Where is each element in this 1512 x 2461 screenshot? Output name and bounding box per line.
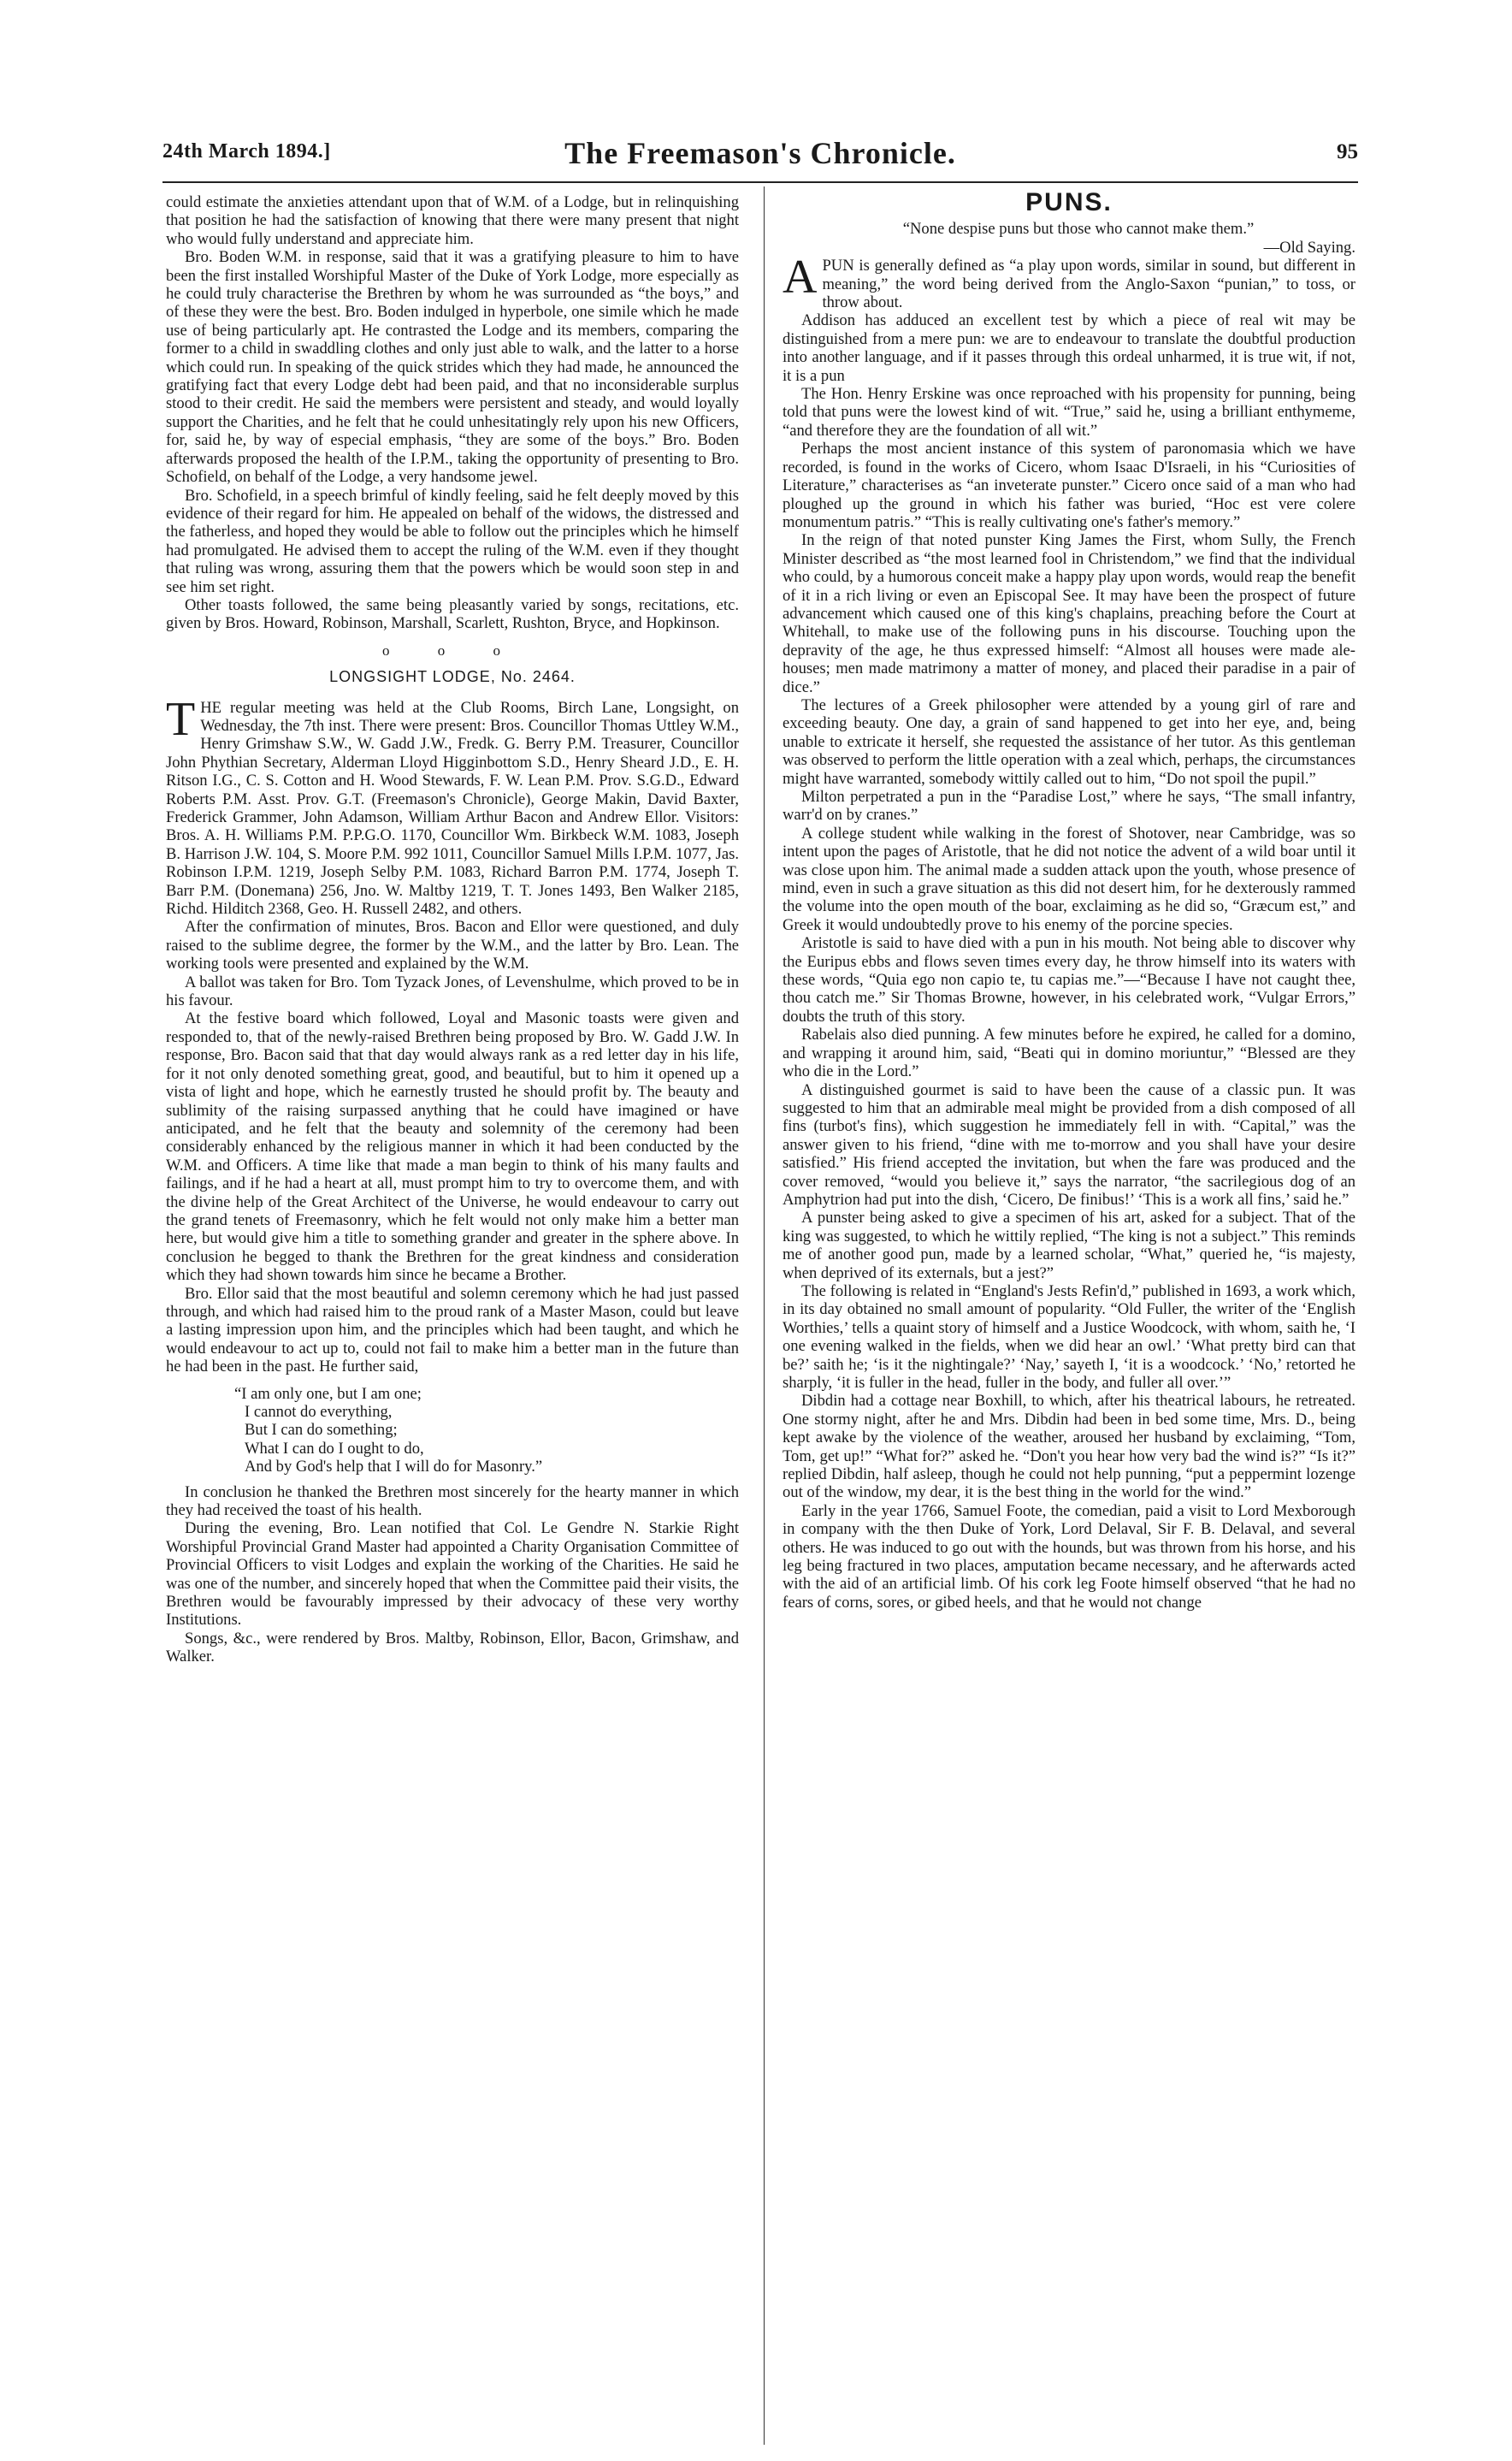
paragraph: At the festive board which followed, Loyal and Masonic toasts were given and responded to, that of the newly-raised Brethren being proposed by Bro. W. Gadd J.W. In response, Bro. Bacon said that that day would always rank as a red letter day in his life, for it not only denoted something great, good, and beautiful, but to him it opened up a vista of light and hope, which he earnestly trusted he should profit by. The beauty and sublimity of the raising surpassed anything that he could have imagined or have anticipated, and he felt that the beauty and solemnity of the ceremony had been considerably enhanced by the religious manner in which it had been conducted by the W.M. and Officers. A time like that made a man begin to think of his many faults and failings, and if he had a heart at all, must prompt him to try to overcome them, and with the divine help of the Great Architect of the Universe, he would endeavour to carry out the grand tenets of Freemasonry, which he felt would not only make him a better man here, but would give him a title to something grander and greater in the sphere above. In conclusion he begged to thank the Brethren for the great kindness and consideration which they had shown towards him since he became a Brother. xyxy=(166,1009,739,1285)
paragraph: Bro. Boden W.M. in response, said that it was a gratifying pleasure to him to have been the first installed Worshipful Master of the Duke of York Lodge, more especially as he could truly characterise the Brethren by whom he was surrounded as “the boys,” and of these they were the best. Bro. Boden indulged in hyperbole, one simile which he made use of being particularly apt. He contrasted the Lodge and its members, comparing the former to a child in swaddling clothes and only just able to walk, and the latter to a horse which could run. In speaking of the quick strides which they had made, he announced the gratifying fact that every Lodge debt had been paid, and that no inconsiderable surplus stood to their credit. He said the members were persistent and steady, and would loyally support the Charities, and he felt that he could unhesitatingly rely upon his new Officers, for, said he, by way of especial emphasis, “they are some of the boys.” Bro. Boden afterwards proposed the health of the I.P.M., taking the opportunity of presenting to Bro. Schofield, on behalf of the Lodge, a very handsome jewel. xyxy=(166,248,739,487)
poem xyxy=(234,1385,739,1476)
poem-line: What I can do I ought to do, xyxy=(245,1439,424,1458)
header-rule xyxy=(162,181,1358,183)
masthead xyxy=(162,135,1358,169)
poem-line: But I can do something; xyxy=(245,1421,398,1440)
poem-line: And by God's help that I will do for Masonry.” xyxy=(245,1458,543,1476)
puns-heading: PUNS. xyxy=(1025,188,1113,216)
paragraph: Dibdin had a cottage near Boxhill, to which, after his theatrical labours, he retreated. One stormy night, after he and Mrs. Dibdin had been in bed some time, Mrs. D., being kept awake by the violence of the weather, aroused her husband by exclaiming, “Tom, Tom, get up!” “What for?” asked he. “Don't you hear how very bad the wind is?” “Is it?” replied Dibdin, half asleep, though he could not help punning, “put a peppermint lozenge out of the window, my dear, it is the best thing in the world for the wind.” xyxy=(783,1392,1355,1502)
paragraph: In the reign of that noted punster King James the First, whom Sully, the French Minister described as “the most learned fool in Christendom,” we find that the individual who could, by a humorous conceit make a happy play upon words, would reap the benefit of it in a rich living or even an Episcopal See. It may have been the prospect of future advancement which caused one of this king's chaplains, preaching before the Court at Whitehall, to make use of the following puns in his discourse. Touching upon the depravity of the age, he thus expressed himself: “Almost all houses were made ale-houses; men made matrimony a matter of money, and placed their paradise in a pair of dice.” xyxy=(783,531,1355,696)
paragraph: A ballot was taken for Bro. Tom Tyzack Jones, of Levenshulme, which proved to be in his favour. xyxy=(166,973,739,1010)
paragraph: Rabelais also died punning. A few minutes before he expired, he called for a domino, and wrapping it around him, said, “Beati qui in domino moriuntur,” “Blessed are they who die in the Lord.” xyxy=(783,1026,1355,1081)
epigraph-attribution: —Old Saying. xyxy=(1263,238,1355,257)
paragraph: In conclusion he thanked the Brethren most sincerely for the hearty manner in which they had received the toast of his health. xyxy=(166,1482,739,1520)
epigraph: “None despise puns but those who cannot make them.” xyxy=(902,220,1255,239)
page-number: 95 xyxy=(1337,140,1358,163)
paragraph: Addison has adduced an excellent test by which a piece of real wit may be distinguished from a mere pun: we are to endeavour to translate the doubtful production into another language, and if it passes through this ordeal unharmed, it is true wit, if not, it is a pun xyxy=(783,311,1355,385)
poem-line: “I am only one, but I am one; xyxy=(234,1384,422,1403)
paragraph: The following is related in “England's Jests Refin'd,” published in 1693, a work which, in its day obtained no small amount of popularity. “Old Fuller, the writer of the ‘English Worthies,’ tells a quaint story of himself and a Justice Woodcock, with whom, saith he, ‘I one evening walked in the fields, when we did hear an owl.’ ‘What pretty bird can that be?’ saith he; ‘is it the nightingale?’ ‘Nay,’ sayeth I, ‘it is a woodcock.’ ‘No,’ retorted he sharply, ‘it is fuller in the head, fuller in the body, and fuller all over.’” xyxy=(783,1281,1355,1392)
paragraph: A punster being asked to give a specimen of his art, asked for a subject. That of the king was suggested, to which he wittily replied, “The king is not a subject.” This reminds me of another good pun, made by a learned scholar, “What,” queried he, “is majesty, when deprived of its externals, but a jest?” xyxy=(783,1209,1355,1282)
paragraph: The Hon. Henry Erskine was once reproached with his propensity for punning, being told that puns were the lowest kind of wit. “True,” said he, using a brilliant enthymeme, “and therefore they are the foundation of all wit.” xyxy=(783,385,1355,440)
drop-cap: T xyxy=(166,692,196,746)
issue-date: 24th March 1894.] xyxy=(162,140,331,163)
section-ornament: o o o xyxy=(382,642,523,659)
left-column xyxy=(166,193,739,1666)
publication-title: The Freemason's Chronicle. xyxy=(564,136,956,170)
poem-line: I cannot do everything, xyxy=(245,1403,393,1421)
paragraph: Bro. Ellor said that the most beautiful and solemn ceremony which he had just passed through, and which had raised him to the proud rank of a Master Mason, could but leave a lasting impression upon him, and the principles which had been taught, and which he would endeavour to act up to, could not fail to make him a better man in the future than he had been in the past. He further said, xyxy=(166,1284,739,1376)
longsight-lodge-heading: LONGSIGHT LODGE, No. 2464. xyxy=(329,668,576,686)
paragraph: Songs, &c., were rendered by Bros. Maltby, Robinson, Ellor, Bacon, Grimshaw, and Walker. xyxy=(166,1629,739,1666)
right-column xyxy=(783,188,1355,1612)
paragraph-text: HE regular meeting was held at the Club Rooms, Birch Lane, Longsight, on Wednesday, the 7th inst. There were present: Bros. Councillor Thomas Uttley W.M., Henry Grimshaw S.W., W. Gadd J.W., Fredk. G. Berry P.M. Treasurer, Councillor John Phythian Secretary, Alderman Lloyd Higginbottom S.D., Henry Sheard J.D., E. H. Ritson I.G., C. S. Cotton and H. Wood Stewards, F. W. Lean P.M. Prov. S.G.D., Edward Roberts P.M. Asst. Prov. G.T. (Freemason's Chronicle), George Makin, David Baxter, Frederick Grammer, John Adamson, William Arthur Bacon and Andrew Ellor. Visitors: Bros. A. H. Williams P.M. P.P.G.O. 1170, Councillor Wm. Birkbeck W.M. 1083, Joseph B. Harrison J.W. 104, S. Moore P.M. 992 1011, Councillor Samuel Mills I.P.M. 1077, Jas. Robinson I.P.M. 1219, Joseph Selby P.M. 1083, Richard Barron P.M. 1774, Joseph T. Barr P.M. (Donemana) 256, Jno. W. Maltby 1219, T. T. Jones 1493, Ben Walker 2185, Richd. Hilditch 2368, Geo. H. Russell 2482, and others. xyxy=(166,698,739,919)
paragraph: A distinguished gourmet is said to have been the cause of a classic pun. It was suggested to him that an admirable meal might be provided from a dish composed of all fins (turbot's fins), which suggestion he immediately fell in with. “Capital,” was the answer given to his friend, “dine with me to-morrow and you shall have your desire satisfied.” His friend accepted the invitation, but when the fare was produced and the cover removed, “would you believe it,” says the narrator, “the sacrilegious dog of an Amphytrion had put into the dish, ‘Cicero, De finibus!’ ‘This is a work all fins,’ said he.” xyxy=(783,1080,1355,1209)
paragraph: The lectures of a Greek philosopher were attended by a young girl of rare and exceeding beauty. One day, a grain of sand happened to get into her eye, and, being unable to extricate it herself, she requested the assistance of her tutor. As this gentleman was observed to perform the little operation with a zeal which, perhaps, the circumstances might have warranted, somebody wittily called out to him, “Do not spoil the pupil.” xyxy=(783,695,1355,788)
paragraph: Aristotle is said to have died with a pun in his mouth. Not being able to discover why the Euripus ebbs and flows seven times every day, he throw himself into its waters with these words, “Quia ego non capio te, tu capias me.”—“Because I have not caught thee, thou catch me.” Sir Thomas Browne, however, in his celebrated work, “Vulgar Errors,” doubts the truth of this story. xyxy=(783,934,1355,1026)
paragraph xyxy=(783,251,1355,312)
paragraph: Perhaps the most ancient instance of this system of paronomasia which we have recorded, is found in the works of Cicero, whom Isaac D'Israeli, in his “Curiosities of Literature,” characterises as “an inveterate punster.” Cicero once said of a man who had ploughed up the ground in which his father was buried, “Hoc est vere colere monumentum patris.” “This is really cultivating one's father's memory.” xyxy=(783,440,1355,531)
paragraph: Bro. Schofield, in a speech brimful of kindly feeling, said he felt deeply moved by this evidence of their regard for him. He appealed on behalf of the widows, the distressed and the fatherless, and hoped they would be able to follow out the principles which he himself had promulgated. He advised them to accept the ruling of the W.M. even if they thought that ruling was wrong, assuring them that the powers which be would soon step in and see him set right. xyxy=(166,486,739,596)
paragraph: After the confirmation of minutes, Bros. Bacon and Ellor were questioned, and duly raised to the sublime degree, the former by the W.M., and the latter by Bro. Lean. The working tools were presented and explained by the W.M. xyxy=(166,918,739,973)
paragraph: Early in the year 1766, Samuel Foote, the comedian, paid a visit to Lord Mexborough in company with the then Duke of York, Lord Delaval, Sir F. B. Delaval, and several others. He was induced to go out with the hounds, but was thrown from his horse, and his leg being fractured in two places, amputation became necessary, and he afterwards acted with the aid of an artificial limb. Of his cork leg Foote himself observed “that he had no fears of corns, sores, or gibed heels, and that he would not change xyxy=(783,1501,1355,1612)
paragraph: Other toasts followed, the same being pleasantly varied by songs, recitations, etc. given by Bros. Howard, Robinson, Marshall, Scarlett, Rushton, Bryce, and Hopkinson. xyxy=(166,595,739,633)
paragraph xyxy=(166,692,739,919)
paragraph: During the evening, Bro. Lean notified that Col. Le Gendre N. Starkie Right Worshipful Provincial Grand Master had appointed a Charity Organisation Committee of Provincial Officers to visit Lodges and explain the working of the Charities. He said he was one of the number, and sincerely hoped that when the Committee paid their visits, the Brethren would be favourably impressed by their advocacy of these very worthy Institutions. xyxy=(166,1519,740,1630)
column-divider xyxy=(764,186,765,2445)
drop-cap: A xyxy=(783,251,818,305)
paragraph: Milton perpetrated a pun in the “Paradise Lost,” where he says, “The small infantry, warr'd on by cranes.” xyxy=(783,788,1355,825)
paragraph: A college student while walking in the forest of Shotover, near Cambridge, was so intent upon the pages of Aristotle, that he did not notice the advent of a wild boar until it was close upon him. The animal made a sudden attack upon the youth, whose presence of mind, even in such a grave situation as this did not desert him, for he dexterously rammed the volume into the open mouth of the boar, exclaiming as he did so, “Græcum est,” and Greek it would undoubtedly prove to his enemy of the porcine species. xyxy=(783,824,1355,934)
paragraph: could estimate the anxieties attendant upon that of W.M. of a Lodge, but in relinquishing that position he had the satisfaction of knowing that there were many present that night who would fully understand and appreciate him. xyxy=(166,193,739,248)
paragraph-text: PUN is generally defined as “a play upon words, similar in sound, but different in meaning,” the word being derived from the Anglo-Saxon “punian,” to toss, or throw about. xyxy=(822,257,1355,312)
